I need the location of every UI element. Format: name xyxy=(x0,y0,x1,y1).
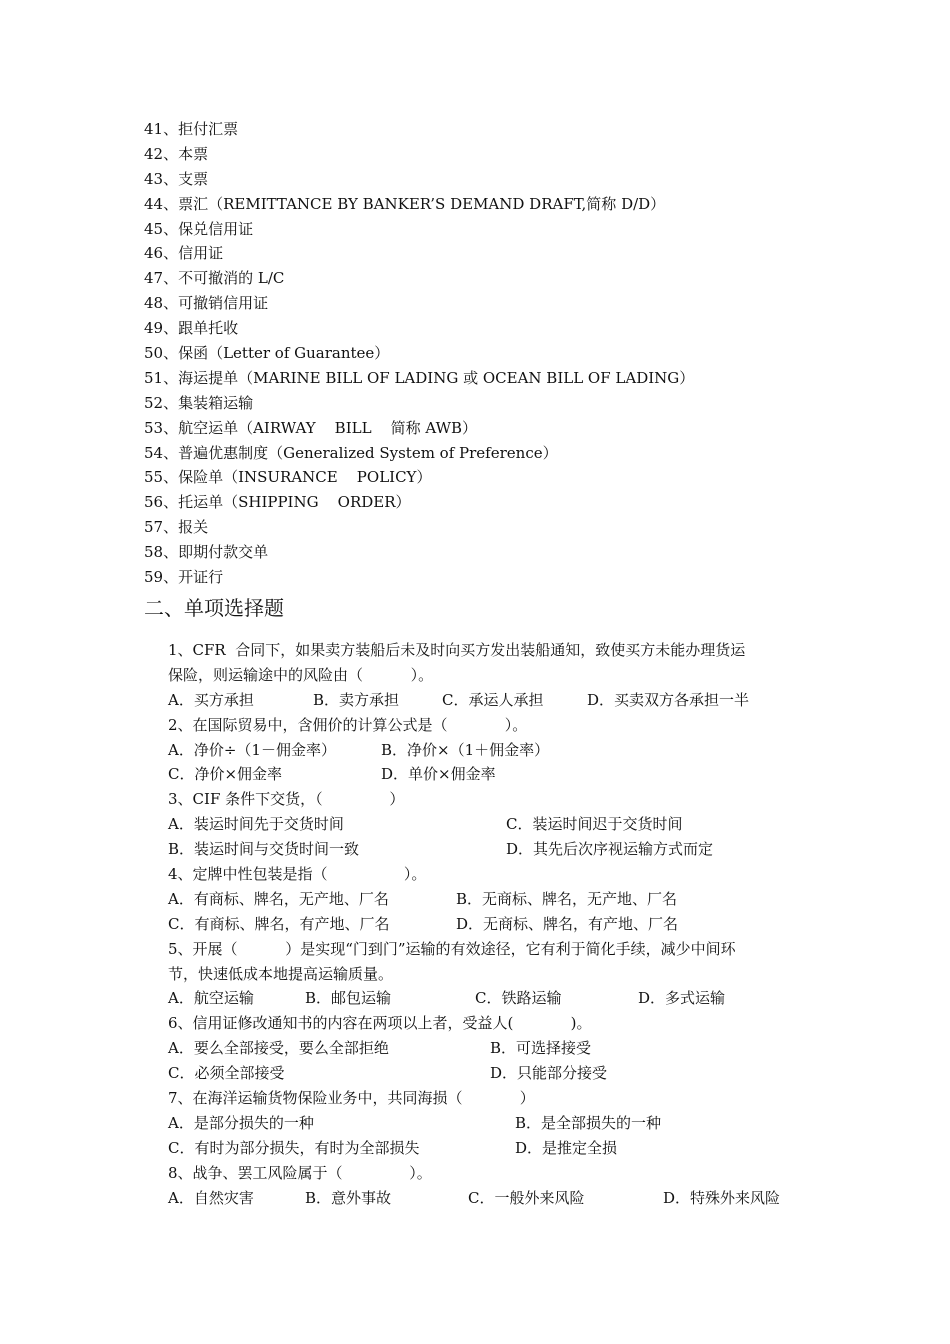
term-item: 55、保险单（INSURANCE POLICY） xyxy=(144,468,432,487)
term-item: 46、信用证 xyxy=(144,244,224,263)
option-d: D．单价×佣金率 xyxy=(381,765,496,784)
term-item: 47、不可撤消的 L/C xyxy=(144,269,285,288)
option-d: D．其先后次序视运输方式而定 xyxy=(506,840,714,859)
term-item: 43、支票 xyxy=(144,169,209,188)
term-item: 48、可撤销信用证 xyxy=(144,294,269,313)
term-item: 42、本票 xyxy=(144,144,209,163)
question-stem: 7、在海洋运输货物保险业务中，共同海损（ ） xyxy=(168,1089,535,1108)
term-item: 58、即期付款交单 xyxy=(144,543,269,562)
option-b: B．装运时间与交货时间一致 xyxy=(168,840,360,859)
option-c: C．铁路运输 xyxy=(475,989,562,1008)
option-a: A．买方承担 xyxy=(168,690,254,709)
option-row xyxy=(168,837,828,862)
option-row xyxy=(168,812,828,837)
question-stem: 6、信用证修改通知书的内容在两项以上者，受益人( )。 xyxy=(168,1014,592,1033)
option-b: B．邮包运输 xyxy=(305,989,392,1008)
question-stem: 保险，则运输途中的风险由（ ）。 xyxy=(168,665,434,684)
option-d: D．买卖双方各承担一半 xyxy=(587,690,750,709)
option-a: A．自然灾害 xyxy=(168,1188,254,1207)
option-c: C．有时为部分损失，有时为全部损失 xyxy=(168,1138,420,1157)
term-item: 54、普遍优惠制度（Generalized System of Preference） xyxy=(144,443,558,462)
section-title: 二、单项选择题 xyxy=(144,596,284,620)
option-c: C．一般外来风险 xyxy=(468,1188,585,1207)
option-b: B．可选择接受 xyxy=(490,1039,592,1058)
question-stem: 8、战争、罢工风险属于（ ）。 xyxy=(168,1163,432,1182)
option-row xyxy=(168,738,828,763)
option-c: C．有商标、牌名，有产地、厂名 xyxy=(168,914,390,933)
option-row xyxy=(168,762,828,787)
option-c: C．必须全部接受 xyxy=(168,1064,285,1083)
term-item: 44、票汇（REMITTANCE BY BANKER’S DEMAND DRAFT,简称 D/D） xyxy=(144,194,666,213)
question-stem: 3、CIF 条件下交货，（ ） xyxy=(168,790,405,809)
term-item: 50、保函（Letter of Guarantee） xyxy=(144,344,390,363)
question-stem: 5、开展（ ）是实现“门到门”运输的有效途径，它有利于简化手续，减少中间环 xyxy=(168,939,736,958)
term-item: 49、跟单托收 xyxy=(144,319,239,338)
term-item: 56、托运单（SHIPPING ORDER） xyxy=(144,493,411,512)
option-b: B．净价×（1＋佣金率） xyxy=(381,740,550,759)
option-d: D．特殊外来风险 xyxy=(663,1188,781,1207)
option-a: A．航空运输 xyxy=(168,989,254,1008)
term-item: 41、拒付汇票 xyxy=(144,120,239,138)
term-item: 45、保兑信用证 xyxy=(144,219,254,238)
term-item: 52、集装箱运输 xyxy=(144,393,254,412)
term-item: 51、海运提单（MARINE BILL OF LADING 或 OCEAN BILL OF LADING） xyxy=(144,368,695,387)
term-item: 59、开证行 xyxy=(144,568,224,587)
option-c: C．承运人承担 xyxy=(442,690,544,709)
option-d: D．无商标、牌名，有产地、厂名 xyxy=(456,914,679,933)
option-row xyxy=(168,1036,828,1061)
option-b: B．卖方承担 xyxy=(313,690,400,709)
option-row xyxy=(168,1061,828,1086)
option-row xyxy=(168,887,828,912)
option-row xyxy=(168,1136,828,1161)
option-a: A．净价÷（1－佣金率） xyxy=(168,740,336,759)
option-row xyxy=(168,986,828,1011)
option-d: D．多式运输 xyxy=(638,989,726,1008)
option-a: A．装运时间先于交货时间 xyxy=(168,815,344,834)
question-stem: 1、CFR 合同下，如果卖方装船后未及时向买方发出装船通知，致使买方未能办理货运 xyxy=(168,641,746,659)
question-stem: 节，快速低成本地提高运输质量。 xyxy=(168,964,394,983)
option-a: A．有商标、牌名，无产地、厂名 xyxy=(168,889,389,908)
question-list xyxy=(168,638,828,1210)
option-b: B．无商标、牌名，无产地、厂名 xyxy=(456,889,678,908)
term-list xyxy=(144,117,844,590)
option-row xyxy=(168,688,828,713)
term-item: 53、航空运单（AIRWAY BILL 简称 AWB） xyxy=(144,418,478,437)
option-row xyxy=(168,1111,828,1136)
option-b: B．意外事故 xyxy=(305,1188,392,1207)
option-c: C．装运时间迟于交货时间 xyxy=(506,815,683,834)
option-d: D．是推定全损 xyxy=(515,1138,618,1157)
term-item: 57、报关 xyxy=(144,518,209,537)
option-c: C．净价×佣金率 xyxy=(168,765,283,784)
option-row xyxy=(168,1186,828,1211)
question-stem: 4、定牌中性包装是指（ ）。 xyxy=(168,865,427,884)
option-a: A．要么全部接受，要么全部拒绝 xyxy=(168,1039,389,1058)
option-b: B．是全部损失的一种 xyxy=(515,1113,662,1132)
option-d: D．只能部分接受 xyxy=(490,1064,608,1083)
option-row xyxy=(168,912,828,937)
question-stem: 2、在国际贸易中，含佣价的计算公式是（ ）。 xyxy=(168,715,528,734)
option-a: A．是部分损失的一种 xyxy=(168,1113,314,1132)
